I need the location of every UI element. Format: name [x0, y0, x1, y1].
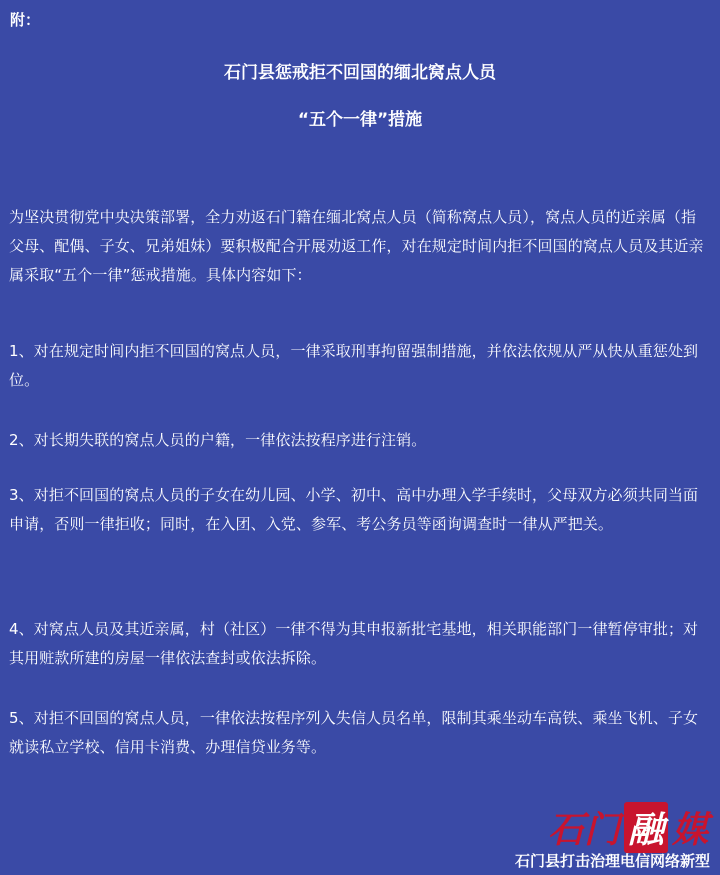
measure-item-3: 3、对拒不回国的窝点人员的子女在幼儿园、小学、初中、高中办理入学手续时，父母双方必须共同当面申请，否则一律拒收；同时，在入团、入党、参军、考公务员等函询调查时一律从严把关。 [9, 486, 699, 533]
annex-label: 附： [10, 11, 41, 29]
measure-item-1: 1、对在规定时间内拒不回国的窝点人员，一律采取刑事拘留强制措施，并依法依规从严从快从重惩处到位。 [9, 342, 699, 389]
logo-text-rong: 融 [624, 802, 668, 853]
logo-text-shimen: 石门 [547, 809, 620, 851]
measure-item-4: 4、对窝点人员及其近亲属，村（社区）一律不得为其申报新批宅基地，相关职能部门一律暂停审批；对其用赃款所建的房屋一律依法查封或依法拆除。 [9, 620, 699, 667]
media-logo [548, 802, 708, 853]
document-subtitle: “五个一律”措施 [297, 110, 423, 130]
logo-text-mei: 媒 [671, 809, 708, 851]
intro-paragraph: 为坚决贯彻党中央决策部署，全力劝返石门籍在缅北窝点人员（简称窝点人员），窝点人员的近亲属（指父母、配偶、子女、兄弟姐妹）要积极配合开展劝返工作，对在规定时间内拒不回国的窝点人员及其近亲属采取“五个一律”惩戒措施。具体内容如下： [9, 208, 704, 284]
document-title: 石门县惩戒拒不回国的缅北窝点人员 [224, 63, 496, 83]
watermark-caption: 石门县打击治理电信网络新型 [514, 852, 710, 870]
measure-item-2: 2、对长期失联的窝点人员的户籍，一律依法按程序进行注销。 [9, 431, 427, 449]
measure-item-5: 5、对拒不回国的窝点人员，一律依法按程序列入失信人员名单，限制其乘坐动车高铁、乘坐飞机、子女就读私立学校、信用卡消费、办理信贷业务等。 [9, 709, 699, 756]
